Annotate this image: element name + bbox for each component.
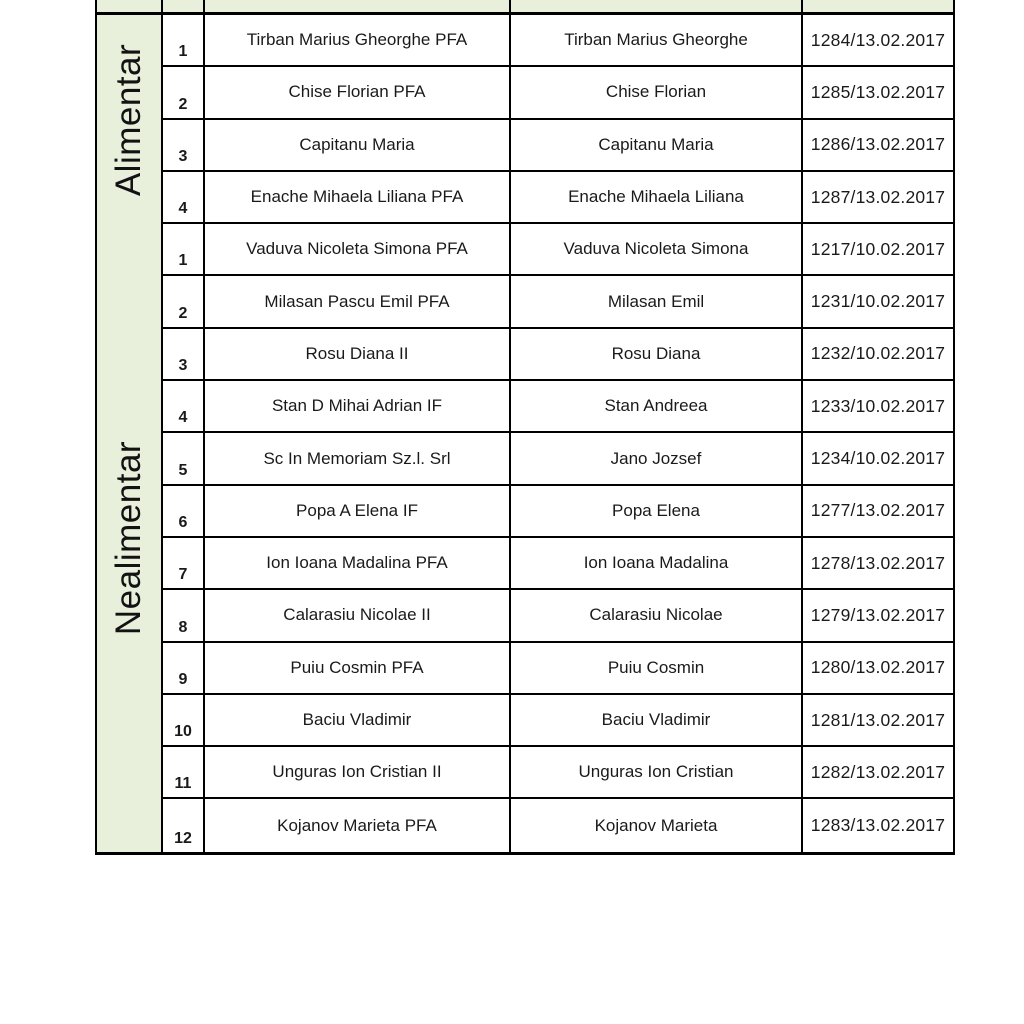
person-name-cell: Calarasiu Nicolae — [511, 590, 803, 640]
row-number-cell: 2 — [163, 67, 205, 117]
registered-name-cell: Unguras Ion Cristian II — [205, 747, 511, 797]
person-name-cell: Capitanu Maria — [511, 120, 803, 170]
table-row — [163, 747, 953, 799]
registration-number-cell: 1234/10.02.2017 — [810, 448, 946, 469]
table-row — [163, 172, 953, 224]
table-row — [163, 67, 953, 119]
row-number-cell: 1 — [163, 224, 205, 274]
table-row — [163, 590, 953, 642]
row-number-cell: 3 — [163, 120, 205, 170]
registered-name-cell: Popa A Elena IF — [205, 486, 511, 536]
section-rows — [163, 15, 953, 224]
table-row — [163, 224, 953, 276]
row-number-cell: 7 — [163, 538, 205, 588]
table-row — [163, 486, 953, 538]
row-number-cell: 4 — [163, 172, 205, 222]
table-row — [163, 433, 953, 485]
person-name-cell: Enache Mihaela Liliana — [511, 172, 803, 222]
table-row — [163, 381, 953, 433]
person-name-cell: Chise Florian — [511, 67, 803, 117]
table-row — [163, 329, 953, 381]
header-cell-registered-name — [205, 0, 511, 12]
table-row — [163, 799, 953, 851]
registered-name-cell: Milasan Pascu Emil PFA — [205, 276, 511, 326]
registry-table — [95, 0, 955, 855]
registration-number-cell: 1231/10.02.2017 — [810, 291, 946, 312]
registration-number-cell: 1286/13.02.2017 — [810, 134, 946, 155]
registered-name-cell: Sc In Memoriam Sz.l. Srl — [205, 433, 511, 483]
registered-name-cell: Baciu Vladimir — [205, 695, 511, 745]
row-number-cell: 11 — [163, 747, 205, 797]
registration-number-cell: 1281/13.02.2017 — [810, 709, 946, 730]
registration-number-cell: 1278/13.02.2017 — [810, 552, 946, 573]
person-name-cell: Popa Elena — [511, 486, 803, 536]
category-cell — [97, 15, 163, 224]
table-body — [97, 15, 953, 852]
category-section — [97, 224, 953, 852]
section-rows — [163, 224, 953, 852]
registered-name-cell: Rosu Diana II — [205, 329, 511, 379]
registration-number-cell: 1287/13.02.2017 — [810, 186, 946, 207]
person-name-cell: Stan Andreea — [511, 381, 803, 431]
person-name-cell: Vaduva Nicoleta Simona — [511, 224, 803, 274]
person-name-cell: Baciu Vladimir — [511, 695, 803, 745]
registered-name-cell: Vaduva Nicoleta Simona PFA — [205, 224, 511, 274]
table-row — [163, 643, 953, 695]
table-row — [163, 120, 953, 172]
person-name-cell: Tirban Marius Gheorghe — [511, 15, 803, 65]
registered-name-cell: Stan D Mihai Adrian IF — [205, 381, 511, 431]
registration-number-cell: 1233/10.02.2017 — [810, 395, 946, 416]
registration-number-cell: 1217/10.02.2017 — [810, 238, 946, 259]
row-number-cell: 5 — [163, 433, 205, 483]
header-cell-registration-number — [803, 0, 953, 12]
category-label: Alimentar — [109, 43, 148, 196]
registration-number-cell: 1285/13.02.2017 — [810, 81, 946, 102]
table-row — [163, 15, 953, 67]
person-name-cell: Kojanov Marieta — [511, 799, 803, 851]
registration-number-cell: 1280/13.02.2017 — [810, 657, 946, 678]
person-name-cell: Milasan Emil — [511, 276, 803, 326]
registered-name-cell: Tirban Marius Gheorghe PFA — [205, 15, 511, 65]
registered-name-cell: Enache Mihaela Liliana PFA — [205, 172, 511, 222]
person-name-cell: Puiu Cosmin — [511, 643, 803, 693]
row-number-cell: 8 — [163, 590, 205, 640]
registered-name-cell: Kojanov Marieta PFA — [205, 799, 511, 851]
table-header-row — [97, 0, 953, 15]
table-row — [163, 276, 953, 328]
header-cell-person-name — [511, 0, 803, 12]
registration-number-cell: 1283/13.02.2017 — [810, 815, 946, 836]
person-name-cell: Jano Jozsef — [511, 433, 803, 483]
registration-number-cell: 1277/13.02.2017 — [810, 500, 946, 521]
registration-number-cell: 1232/10.02.2017 — [810, 343, 946, 364]
category-section — [97, 15, 953, 224]
row-number-cell: 9 — [163, 643, 205, 693]
row-number-cell: 3 — [163, 329, 205, 379]
person-name-cell: Ion Ioana Madalina — [511, 538, 803, 588]
registered-name-cell: Capitanu Maria — [205, 120, 511, 170]
category-label: Nealimentar — [109, 440, 148, 636]
registered-name-cell: Puiu Cosmin PFA — [205, 643, 511, 693]
row-number-cell: 4 — [163, 381, 205, 431]
registration-number-cell: 1279/13.02.2017 — [810, 604, 946, 625]
row-number-cell: 1 — [163, 15, 205, 65]
row-number-cell: 6 — [163, 486, 205, 536]
registered-name-cell: Ion Ioana Madalina PFA — [205, 538, 511, 588]
registered-name-cell: Chise Florian PFA — [205, 67, 511, 117]
registration-number-cell: 1282/13.02.2017 — [810, 761, 946, 782]
table-row — [163, 695, 953, 747]
header-cell-category — [97, 0, 163, 12]
row-number-cell: 10 — [163, 695, 205, 745]
person-name-cell: Rosu Diana — [511, 329, 803, 379]
registered-name-cell: Calarasiu Nicolae II — [205, 590, 511, 640]
person-name-cell: Unguras Ion Cristian — [511, 747, 803, 797]
row-number-cell: 12 — [163, 799, 205, 851]
row-number-cell: 2 — [163, 276, 205, 326]
header-cell-row-number — [163, 0, 205, 12]
registration-number-cell: 1284/13.02.2017 — [810, 29, 946, 50]
table-row — [163, 538, 953, 590]
category-cell — [97, 224, 163, 852]
